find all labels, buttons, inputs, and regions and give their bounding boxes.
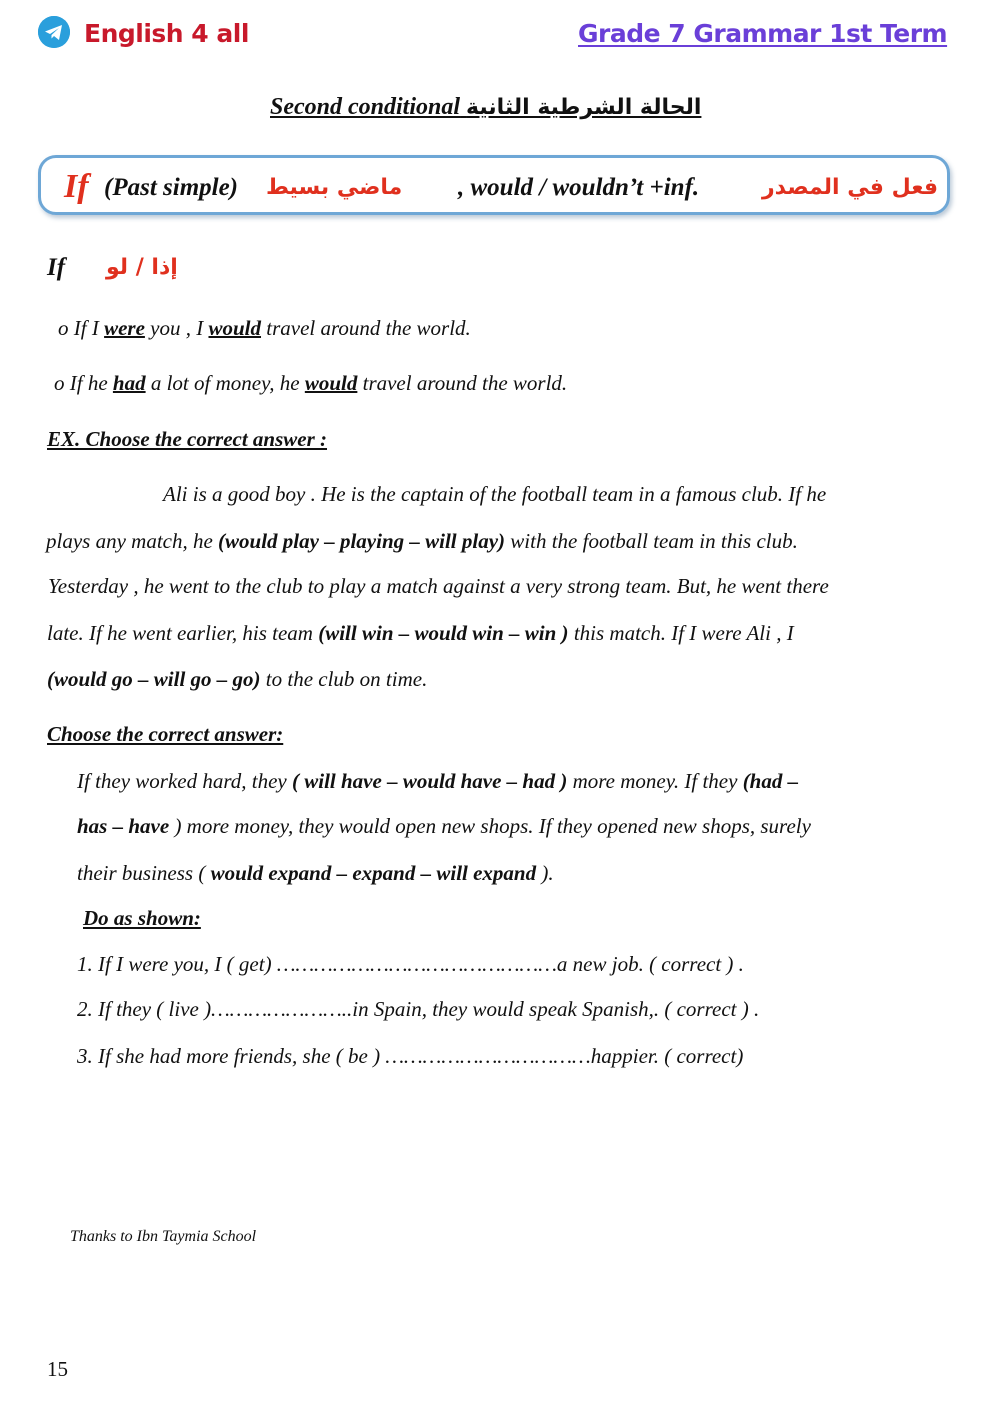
ex1-line-1: Ali is a good boy . He is the captain of the football team in a famous club. If he xyxy=(163,482,827,506)
ex3-item-2: 2. If they ( live )…………………..in Spain, they would speak Spanish,. ( correct ) . xyxy=(77,997,760,1021)
if-meaning-ar: إذا / لو xyxy=(106,255,178,280)
example-2: o If he had a lot of money, he would travel around the world. xyxy=(54,371,568,395)
term-title[interactable]: Grade 7 Grammar 1st Term xyxy=(578,19,948,48)
if-word: If xyxy=(47,254,66,281)
formula-past-ar: ماضي بسيط xyxy=(266,175,403,200)
ex3-heading: Do as shown: xyxy=(83,906,201,930)
formula-if: If xyxy=(64,168,89,205)
page-number: 15 xyxy=(47,1357,68,1381)
ex1-heading: EX. Choose the correct answer : xyxy=(47,427,328,451)
page-title xyxy=(270,94,701,121)
formula-would: , would / wouldn’t +inf. xyxy=(458,174,700,201)
example-1: o If I were you , I would travel around the world. xyxy=(58,316,471,340)
formula-past: (Past simple) xyxy=(104,174,239,201)
ex2-line-3: their business ( would expand – expand – will expand ). xyxy=(77,861,554,885)
title-en: Second conditional xyxy=(270,94,461,120)
thanks-note: Thanks to Ibn Taymia School xyxy=(70,1228,257,1245)
brand-name: English 4 all xyxy=(84,19,249,48)
title-ar: الحالة الشرطية الثانية xyxy=(466,95,702,120)
ex2-line-2: has – have ) more money, they would open new shops. If they opened new shops, surely xyxy=(77,814,811,838)
ex1-line-4: late. If he went earlier, his team (will win – would win – win ) this match. If I were Ali , I xyxy=(47,621,794,645)
ex3-item-3: 3. If she had more friends, she ( be ) ……………………………happier. ( correct) xyxy=(77,1044,744,1068)
ex1-line-5: (would go – will go – go) to the club on time. xyxy=(47,667,428,691)
telegram-icon[interactable] xyxy=(38,16,70,48)
ex2-heading: Choose the correct answer: xyxy=(47,722,284,746)
ex1-line-2: plays any match, he (would play – playing – will play) with the football team in this club. xyxy=(46,529,798,553)
formula-inf-ar: فعل في المصدر xyxy=(762,175,939,200)
ex1-line-3: Yesterday , he went to the club to play a match against a very strong team. But, he went there xyxy=(48,574,829,598)
ex2-line-1: If they worked hard, they ( will have – would have – had ) more money. If they (had – xyxy=(77,769,799,793)
ex3-item-1: 1. If I were you, I ( get) ………………………………………a new job. ( correct ) . xyxy=(77,952,744,976)
